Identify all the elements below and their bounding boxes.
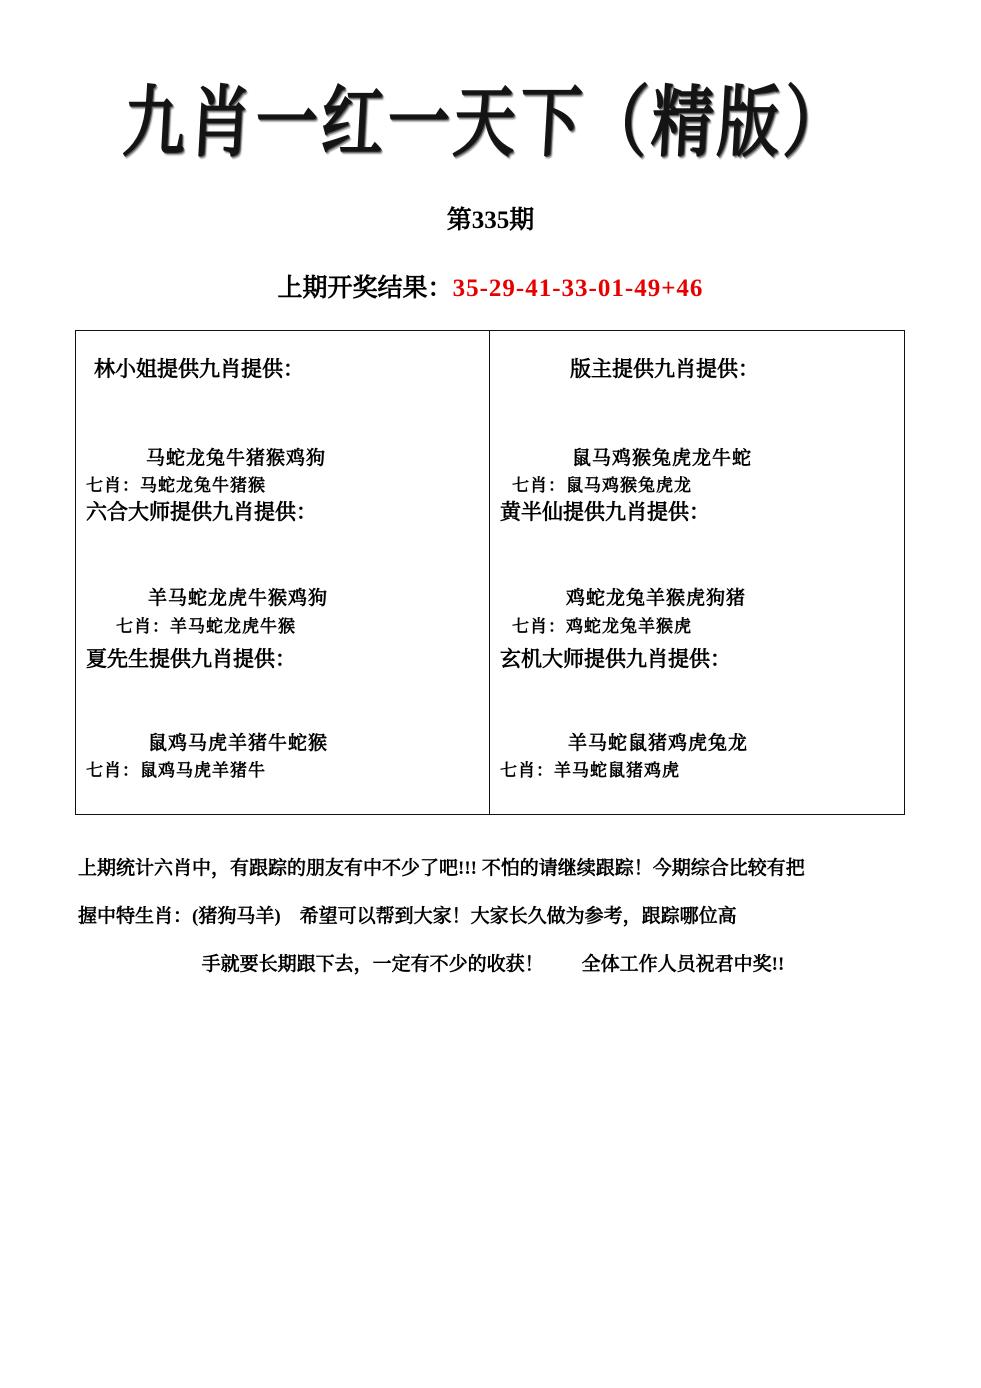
footer-line-3: 手就要长期跟下去，一定有不少的收获！ 全体工作人员祝君中奖!! (201, 954, 785, 975)
provider-heading: 版主提供九肖提供： (570, 357, 759, 381)
result-numbers: 35-29-41-33-01-49+46 (452, 275, 704, 302)
predictions-box (75, 330, 905, 815)
footer-line-1: 上期统计六肖中，有跟踪的朋友有中不少了吧!!! 不怕的请继续跟踪！今期综合比较有把 (78, 858, 805, 879)
seven-zodiacs: 七肖：鼠鸡马虎羊猪牛 (86, 761, 266, 780)
footer-line-2: 握中特生肖：(猪狗马羊) 希望可以帮到大家！大家长久做为参考，跟踪哪位高 (78, 906, 737, 927)
page-title: 九肖一红一天下（精版） (121, 76, 853, 168)
issue-number: 第335期 (446, 207, 535, 234)
nine-zodiacs: 鸡蛇龙兔羊猴虎狗猪 (566, 588, 747, 609)
seven-zodiacs: 七肖：羊马蛇鼠猪鸡虎 (500, 761, 680, 780)
nine-zodiacs: 鼠鸡马虎羊猪牛蛇猴 (148, 733, 329, 754)
seven-zodiacs: 七肖：鸡蛇龙兔羊猴虎 (512, 617, 692, 636)
nine-zodiacs: 鼠马鸡猴兔虎龙牛蛇 (572, 448, 753, 469)
last-draw-result (0, 268, 981, 304)
seven-zodiacs: 七肖：鼠马鸡猴兔虎龙 (512, 476, 692, 495)
provider-heading: 六合大师提供九肖提供： (86, 500, 317, 524)
nine-zodiacs: 羊马蛇龙虎牛猴鸡狗 (148, 588, 329, 609)
provider-heading: 林小姐提供九肖提供： (94, 357, 304, 381)
predictions-column-right (490, 331, 904, 814)
seven-zodiacs: 七肖：马蛇龙兔牛猪猴 (86, 476, 266, 495)
footer-note (78, 845, 908, 989)
nine-zodiacs: 羊马蛇鼠猪鸡虎兔龙 (568, 733, 749, 754)
provider-heading: 玄机大师提供九肖提供： (500, 647, 731, 671)
provider-heading: 夏先生提供九肖提供： (86, 647, 296, 671)
predictions-column-left (76, 331, 490, 814)
provider-heading: 黄半仙提供九肖提供： (500, 500, 710, 524)
title-banner (0, 60, 981, 168)
nine-zodiacs: 马蛇龙兔牛猪猴鸡狗 (146, 448, 327, 469)
result-label: 上期开奖结果： (277, 275, 453, 302)
seven-zodiacs: 七肖：羊马蛇龙虎牛猴 (116, 617, 296, 636)
